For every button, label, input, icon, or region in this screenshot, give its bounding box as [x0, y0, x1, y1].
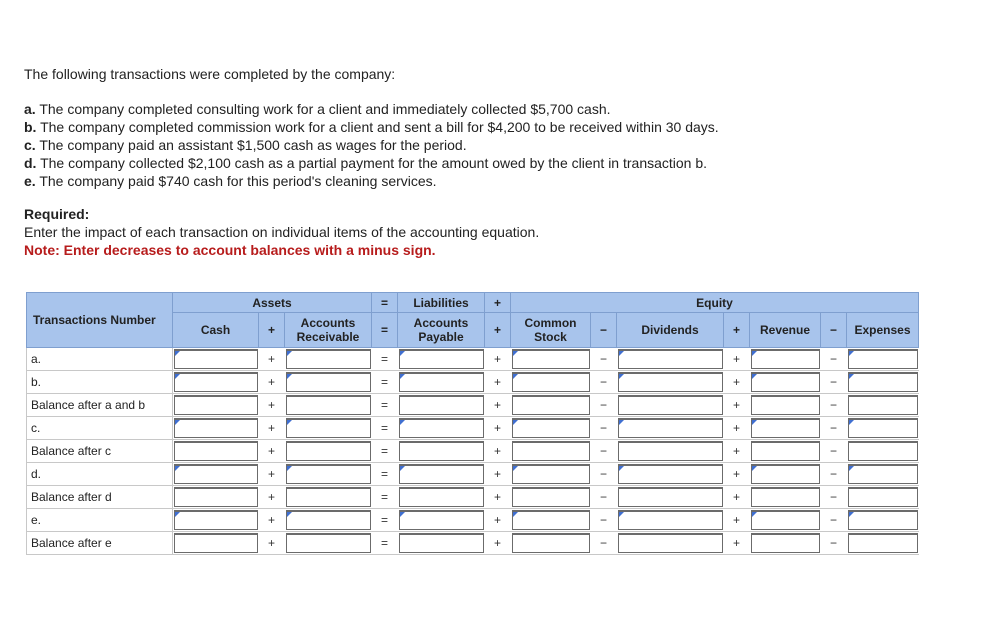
revenue-input[interactable] — [751, 349, 820, 369]
operator-cell: + — [259, 532, 285, 555]
accounts-payable-input[interactable] — [399, 441, 484, 461]
cash-input[interactable] — [174, 418, 258, 438]
revenue-input[interactable] — [751, 441, 820, 461]
operator-cell: = — [372, 463, 398, 486]
plus-operator-header: + — [485, 313, 511, 348]
dividends-header: Dividends — [617, 313, 724, 348]
operator-cell: + — [485, 394, 511, 417]
transaction-item — [24, 118, 984, 136]
accounts-receivable-input[interactable] — [286, 395, 371, 415]
revenue-input[interactable] — [751, 533, 820, 553]
table-row — [27, 440, 919, 463]
operator-cell: + — [259, 348, 285, 371]
table-row — [27, 486, 919, 509]
cash-input[interactable] — [174, 349, 258, 369]
operator-cell: + — [485, 371, 511, 394]
operator-cell: − — [821, 348, 847, 371]
minus-operator-header: − — [591, 313, 617, 348]
row-label: c. — [27, 417, 173, 440]
minus-operator-header: − — [821, 313, 847, 348]
operator-cell: + — [259, 394, 285, 417]
cash-input[interactable] — [174, 487, 258, 507]
operator-cell: + — [724, 394, 750, 417]
revenue-input[interactable] — [751, 372, 820, 392]
transaction-text: The company completed commission work for a client and sent a bill for $4,200 to be received within 30 days. — [40, 119, 719, 135]
plus-operator-header: + — [724, 313, 750, 348]
common-stock-input[interactable] — [512, 510, 590, 530]
operator-cell: − — [821, 417, 847, 440]
equals-operator-header: = — [372, 313, 398, 348]
operator-cell: − — [821, 394, 847, 417]
dividends-input[interactable] — [618, 533, 723, 553]
table-row — [27, 532, 919, 555]
operator-cell: + — [259, 509, 285, 532]
expenses-input[interactable] — [848, 533, 918, 553]
row-label: Balance after d — [27, 486, 173, 509]
operator-cell: − — [821, 509, 847, 532]
transaction-letter: b. — [24, 119, 37, 135]
accounts-receivable-input[interactable] — [286, 464, 371, 484]
transaction-item — [24, 100, 984, 118]
common-stock-input[interactable] — [512, 418, 590, 438]
liabilities-header: Liabilities — [398, 293, 485, 313]
table-row — [27, 463, 919, 486]
dividends-input[interactable] — [618, 464, 723, 484]
transaction-text: The company completed consulting work for a client and immediately collected $5,700 cash. — [39, 101, 611, 117]
operator-cell: + — [724, 486, 750, 509]
cash-input[interactable] — [174, 372, 258, 392]
dividends-input[interactable] — [618, 372, 723, 392]
transactions-number-header: Transactions Number — [27, 293, 173, 348]
plus-group-header: + — [485, 293, 511, 313]
common-stock-input[interactable] — [512, 487, 590, 507]
common-stock-input[interactable] — [512, 464, 590, 484]
operator-cell: − — [821, 440, 847, 463]
transaction-text: The company paid $740 cash for this period's cleaning services. — [39, 173, 437, 189]
accounting-equation-table — [26, 292, 919, 555]
accounts-receivable-input[interactable] — [286, 487, 371, 507]
expenses-input[interactable] — [848, 464, 918, 484]
common-stock-input[interactable] — [512, 441, 590, 461]
revenue-input[interactable] — [751, 487, 820, 507]
transaction-list — [24, 100, 984, 190]
transaction-text: The company paid an assistant $1,500 cash as wages for the period. — [39, 137, 467, 153]
common-stock-input[interactable] — [512, 395, 590, 415]
intro-text: The following transactions were completed by the company: — [24, 66, 396, 82]
equity-header: Equity — [511, 293, 919, 313]
group-header-row — [27, 293, 919, 313]
dividends-input[interactable] — [618, 441, 723, 461]
dividends-input[interactable] — [618, 349, 723, 369]
required-text: Enter the impact of each transaction on individual items of the accounting equation. — [24, 224, 540, 240]
revenue-header: Revenue — [750, 313, 821, 348]
operator-cell: + — [724, 509, 750, 532]
cash-input[interactable] — [174, 395, 258, 415]
note-text: Note: Enter decreases to account balances with a minus sign. — [24, 242, 436, 258]
row-label: a. — [27, 348, 173, 371]
equals-group-header: = — [372, 293, 398, 313]
assets-header: Assets — [173, 293, 372, 313]
operator-cell: + — [724, 463, 750, 486]
cash-input[interactable] — [174, 533, 258, 553]
operator-cell: = — [372, 509, 398, 532]
operator-cell: − — [821, 532, 847, 555]
operator-cell: − — [591, 463, 617, 486]
accounts-payable-input[interactable] — [399, 372, 484, 392]
operator-cell: − — [821, 371, 847, 394]
operator-cell: − — [591, 348, 617, 371]
revenue-input[interactable] — [751, 510, 820, 530]
operator-cell: + — [259, 463, 285, 486]
operator-cell: − — [591, 486, 617, 509]
operator-cell: − — [591, 440, 617, 463]
expenses-input[interactable] — [848, 418, 918, 438]
operator-cell: = — [372, 440, 398, 463]
expenses-header: Expenses — [847, 313, 919, 348]
dividends-input[interactable] — [618, 418, 723, 438]
operator-cell: + — [485, 440, 511, 463]
required-title: Required: — [24, 206, 90, 222]
expenses-input[interactable] — [848, 372, 918, 392]
operator-cell: + — [485, 348, 511, 371]
plus-operator-header: + — [259, 313, 285, 348]
table-row — [27, 348, 919, 371]
accounts-payable-input[interactable] — [399, 510, 484, 530]
accounts-payable-input[interactable] — [399, 349, 484, 369]
expenses-input[interactable] — [848, 349, 918, 369]
operator-cell: + — [485, 509, 511, 532]
common-stock-input[interactable] — [512, 349, 590, 369]
operator-cell: + — [485, 463, 511, 486]
operator-cell: − — [591, 509, 617, 532]
transaction-item — [24, 172, 984, 190]
common-stock-header: Common Stock — [511, 313, 591, 348]
expenses-input[interactable] — [848, 510, 918, 530]
operator-cell: + — [259, 440, 285, 463]
table-row — [27, 509, 919, 532]
accounts-receivable-input[interactable] — [286, 533, 371, 553]
dividends-input[interactable] — [618, 395, 723, 415]
transaction-letter: d. — [24, 155, 37, 171]
accounts-payable-input[interactable] — [399, 395, 484, 415]
cash-input[interactable] — [174, 441, 258, 461]
operator-cell: = — [372, 394, 398, 417]
operator-cell: − — [591, 532, 617, 555]
row-label: b. — [27, 371, 173, 394]
accounts-receivable-input[interactable] — [286, 372, 371, 392]
accounts-receivable-header: Accounts Receivable — [285, 313, 372, 348]
revenue-input[interactable] — [751, 464, 820, 484]
operator-cell: + — [259, 486, 285, 509]
expenses-input[interactable] — [848, 487, 918, 507]
common-stock-input[interactable] — [512, 372, 590, 392]
table-row — [27, 371, 919, 394]
table-row — [27, 394, 919, 417]
operator-cell: − — [821, 463, 847, 486]
table-body — [27, 348, 919, 555]
operator-cell: − — [821, 486, 847, 509]
operator-cell: − — [591, 371, 617, 394]
accounts-receivable-input[interactable] — [286, 418, 371, 438]
operator-cell: − — [591, 417, 617, 440]
row-label: e. — [27, 509, 173, 532]
operator-cell: + — [259, 371, 285, 394]
cash-input[interactable] — [174, 464, 258, 484]
transaction-letter: c. — [24, 137, 36, 153]
operator-cell: + — [724, 532, 750, 555]
row-label: Balance after e — [27, 532, 173, 555]
operator-cell: = — [372, 417, 398, 440]
cash-input[interactable] — [174, 510, 258, 530]
row-label: Balance after a and b — [27, 394, 173, 417]
operator-cell: = — [372, 532, 398, 555]
table-row — [27, 417, 919, 440]
transaction-letter: a. — [24, 101, 36, 117]
accounts-payable-input[interactable] — [399, 533, 484, 553]
expenses-input[interactable] — [848, 441, 918, 461]
revenue-input[interactable] — [751, 418, 820, 438]
operator-cell: + — [485, 532, 511, 555]
common-stock-input[interactable] — [512, 533, 590, 553]
operator-cell: + — [724, 417, 750, 440]
accounts-receivable-input[interactable] — [286, 441, 371, 461]
transaction-item — [24, 136, 984, 154]
accounts-payable-header: Accounts Payable — [398, 313, 485, 348]
row-label: d. — [27, 463, 173, 486]
operator-cell: = — [372, 486, 398, 509]
operator-cell: + — [724, 371, 750, 394]
accounts-receivable-input[interactable] — [286, 349, 371, 369]
operator-cell: + — [485, 486, 511, 509]
accounts-payable-input[interactable] — [399, 418, 484, 438]
transaction-text: The company collected $2,100 cash as a partial payment for the amount owed by the client in transaction b. — [40, 155, 708, 171]
operator-cell: + — [485, 417, 511, 440]
operator-cell: − — [591, 394, 617, 417]
operator-cell: + — [724, 440, 750, 463]
required-block — [24, 205, 984, 259]
accounts-receivable-input[interactable] — [286, 510, 371, 530]
row-label: Balance after c — [27, 440, 173, 463]
operator-cell: = — [372, 348, 398, 371]
operator-cell: = — [372, 371, 398, 394]
problem-statement — [24, 66, 984, 259]
dividends-input[interactable] — [618, 487, 723, 507]
expenses-input[interactable] — [848, 395, 918, 415]
revenue-input[interactable] — [751, 395, 820, 415]
operator-cell: + — [259, 417, 285, 440]
transaction-letter: e. — [24, 173, 36, 189]
cash-header: Cash — [173, 313, 259, 348]
transaction-item — [24, 154, 984, 172]
accounts-payable-input[interactable] — [399, 464, 484, 484]
dividends-input[interactable] — [618, 510, 723, 530]
operator-cell: + — [724, 348, 750, 371]
accounts-payable-input[interactable] — [399, 487, 484, 507]
